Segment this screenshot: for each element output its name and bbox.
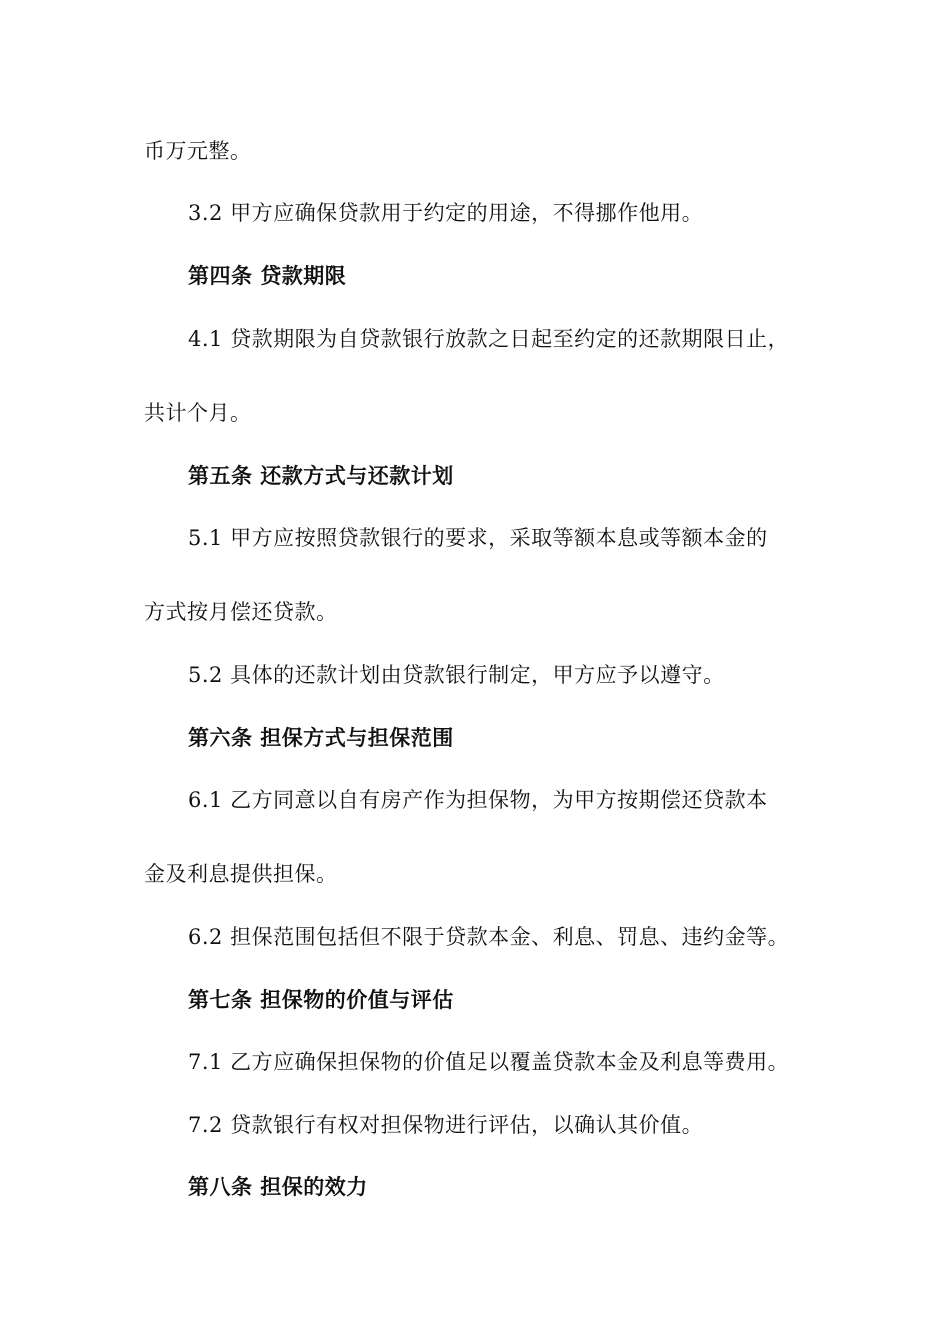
clause-6-2: 6.2 担保范围包括但不限于贷款本金、利息、罚息、违约金等。 (188, 925, 790, 949)
article-5-heading: 第五条 还款方式与还款计划 (188, 464, 454, 488)
clause-6-1-continuation: 金及利息提供担保。 (144, 862, 338, 886)
clause-5-2: 5.2 具体的还款计划由贷款银行制定，甲方应予以遵守。 (188, 663, 725, 687)
paragraph-continuation: 币万元整。 (144, 139, 252, 163)
article-6-heading: 第六条 担保方式与担保范围 (188, 726, 454, 750)
clause-5-1-continuation: 方式按月偿还贷款。 (144, 600, 338, 624)
article-4-heading: 第四条 贷款期限 (188, 264, 347, 288)
clause-3-2: 3.2 甲方应确保贷款用于约定的用途，不得挪作他用。 (188, 201, 704, 225)
clause-4-1-continuation: 共计个月。 (144, 401, 252, 425)
clause-7-1: 7.1 乙方应确保担保物的价值足以覆盖贷款本金及利息等费用。 (188, 1050, 790, 1074)
article-7-heading: 第七条 担保物的价值与评估 (188, 988, 454, 1012)
clause-5-1: 5.1 甲方应按照贷款银行的要求，采取等额本息或等额本金的 (188, 526, 768, 550)
clause-6-1: 6.1 乙方同意以自有房产作为担保物，为甲方按期偿还贷款本 (188, 788, 768, 812)
clause-4-1: 4.1 贷款期限为自贷款银行放款之日起至约定的还款期限日止， (188, 327, 790, 351)
clause-7-2: 7.2 贷款银行有权对担保物进行评估，以确认其价值。 (188, 1113, 704, 1137)
article-8-heading: 第八条 担保的效力 (188, 1175, 368, 1199)
